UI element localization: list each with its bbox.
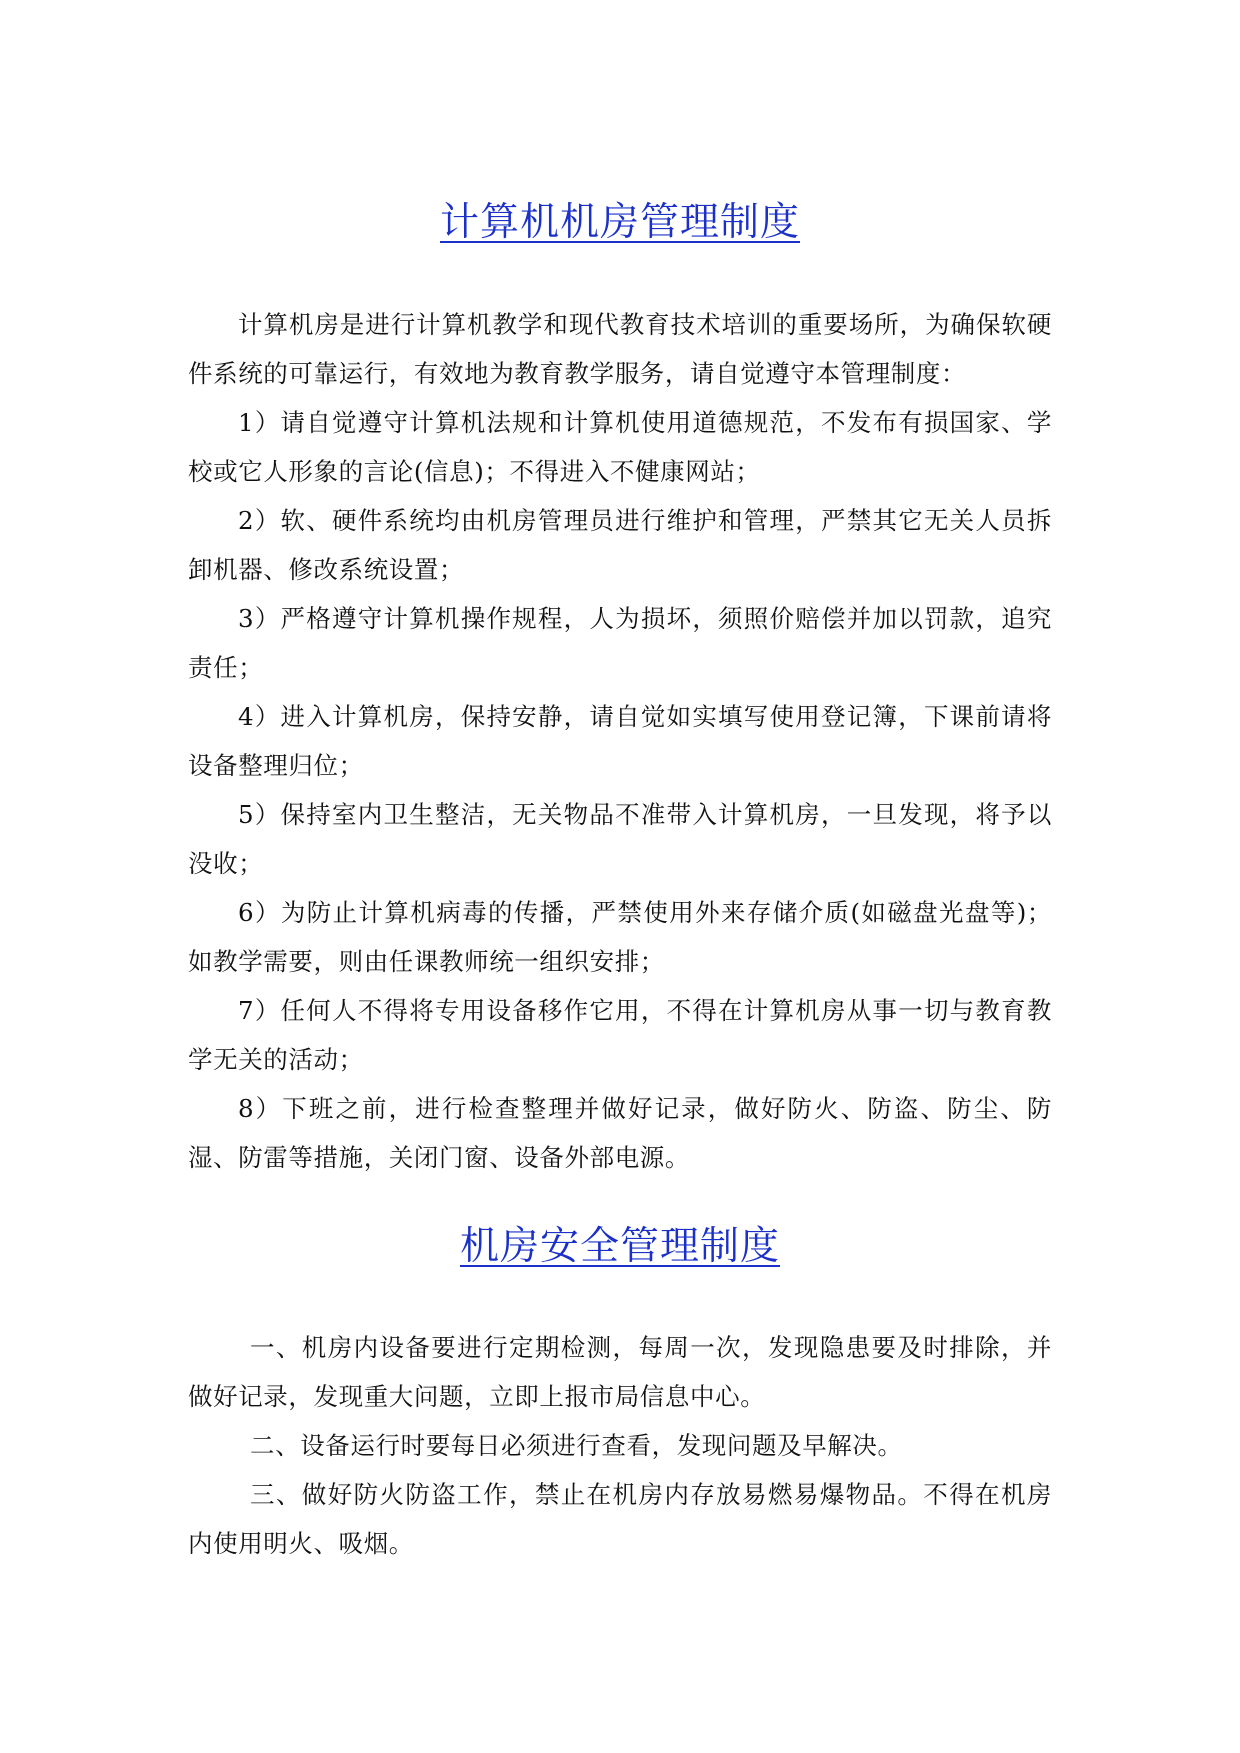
section-title[interactable] xyxy=(0,1223,1240,1271)
intro-paragraph: 计算机房是进行计算机教学和现代教育技术培训的重要场所，为确保软硬件系统的可靠运行，有效地为教育教学服务，请自觉遵守本管理制度： xyxy=(188,310,1052,388)
title-link[interactable]: 机房安全管理制度 xyxy=(459,1224,780,1269)
rule-item: 7）任何人不得将专用设备移作它用，不得在计算机房从事一切与教育教学无关的活动； xyxy=(188,996,1052,1074)
rule-item: 8）下班之前，进行检查整理并做好记录，做好防火、防盗、防尘、防湿、防雷等措施，关闭门窗、设备外部电源。 xyxy=(188,1094,1052,1172)
computer-room-rules-section xyxy=(188,300,1052,1182)
safety-item: 二、设备运行时要每日必须进行查看，发现问题及早解决。 xyxy=(250,1431,903,1460)
safety-rules-section xyxy=(188,1323,1052,1568)
safety-item: 一、机房内设备要进行定期检测，每周一次，发现隐患要及时排除，并做好记录，发现重大问题，立即上报市局信息中心。 xyxy=(188,1333,1052,1411)
page-title[interactable] xyxy=(0,199,1240,247)
rule-item: 2）软、硬件系统均由机房管理员进行维护和管理，严禁其它无关人员拆卸机器、修改系统设置； xyxy=(188,506,1052,584)
title-link[interactable]: 计算机机房管理制度 xyxy=(439,200,800,245)
rule-item: 1）请自觉遵守计算机法规和计算机使用道德规范，不发布有损国家、学校或它人形象的言论(信息)；不得进入不健康网站； xyxy=(188,408,1052,486)
rule-item: 5）保持室内卫生整洁，无关物品不准带入计算机房，一旦发现，将予以没收； xyxy=(188,800,1052,878)
safety-item: 三、做好防火防盗工作，禁止在机房内存放易燃易爆物品。不得在机房内使用明火、吸烟。 xyxy=(188,1480,1052,1558)
rule-item: 3）严格遵守计算机操作规程，人为损坏，须照价赔偿并加以罚款，追究责任； xyxy=(188,604,1052,682)
rule-item: 6）为防止计算机病毒的传播，严禁使用外来存储介质(如磁盘光盘等)；如教学需要，则由任课教师统一组织安排； xyxy=(188,898,1052,976)
rule-item: 4）进入计算机房，保持安静，请自觉如实填写使用登记簿，下课前请将设备整理归位； xyxy=(188,702,1052,780)
